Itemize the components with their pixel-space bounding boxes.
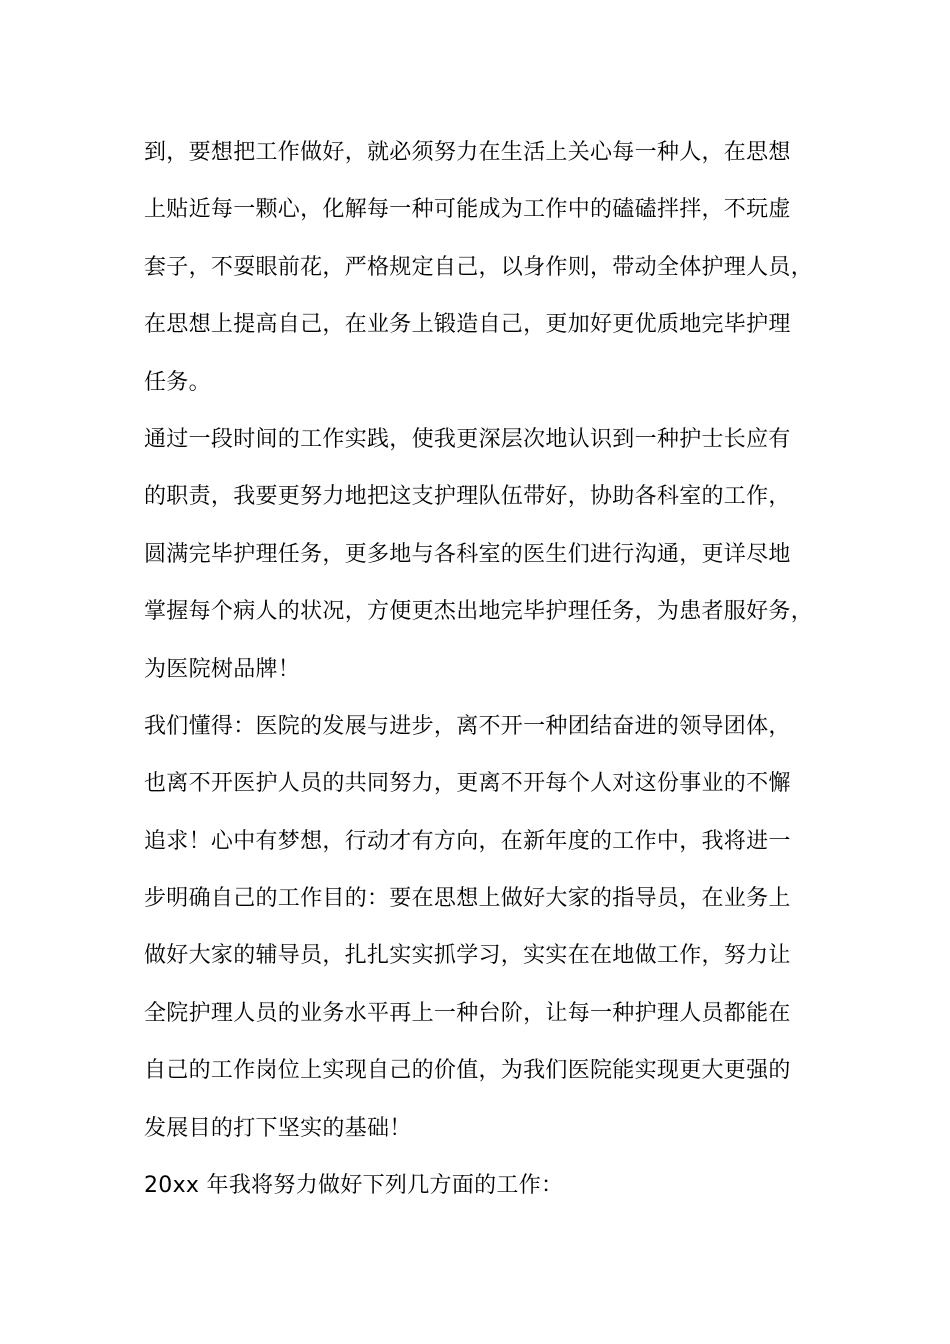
text-line: 发展目的打下坚实的基础！ bbox=[144, 1115, 412, 1141]
text-line: 步明确自己的工作目的：要在思想上做好大家的指导员，在业务上 bbox=[144, 886, 791, 912]
text-line: 任务。 bbox=[144, 369, 211, 395]
text-line: 20xx 年我将努力做好下列几方面的工作： bbox=[144, 1173, 564, 1199]
text-line: 套子，不耍眼前花，严格规定自己，以身作则，带动全体护理人员， bbox=[144, 254, 814, 280]
text-line: 到，要想把工作做好，就必须努力在生活上关心每一种人，在思想 bbox=[144, 140, 791, 165]
text-line: 做好大家的辅导员，扎扎实实抓学习，实实在在地做工作，努力让 bbox=[144, 943, 791, 969]
text-line: 全院护理人员的业务水平再上一种台阶，让每一种护理人员都能在 bbox=[144, 1000, 791, 1026]
text-line: 也离不开医护人员的共同努力，更离不开每个人对这份事业的不懈 bbox=[144, 771, 791, 797]
text-line: 通过一段时间的工作实践，使我更深层次地认识到一种护士长应有 bbox=[144, 426, 791, 452]
text-line: 为医院树品牌！ bbox=[144, 656, 301, 682]
text-line: 追求！心中有梦想，行动才有方向，在新年度的工作中，我将进一 bbox=[144, 828, 791, 854]
text-line: 我们懂得：医院的发展与进步，离不开一种团结奋进的领导团体， bbox=[144, 713, 791, 739]
text-line: 在思想上提高自己，在业务上锻造自己，更加好更优质地完毕护理 bbox=[144, 312, 791, 338]
text-line: 自己的工作岗位上实现自己的价值，为我们医院能实现更大更强的 bbox=[144, 1058, 791, 1084]
text-line: 掌握每个病人的状况，方便更杰出地完毕护理任务，为患者服好务， bbox=[144, 599, 814, 625]
document-body bbox=[144, 124, 824, 1214]
text-line: 上贴近每一颗心，化解每一种可能成为工作中的磕磕拌拌，不玩虚 bbox=[144, 197, 791, 223]
text-line: 的职责，我要更努力地把这支护理队伍带好，协助各科室的工作， bbox=[144, 484, 791, 510]
text-line: 圆满完毕护理任务，更多地与各科室的医生们进行沟通，更详尽地 bbox=[144, 541, 791, 567]
